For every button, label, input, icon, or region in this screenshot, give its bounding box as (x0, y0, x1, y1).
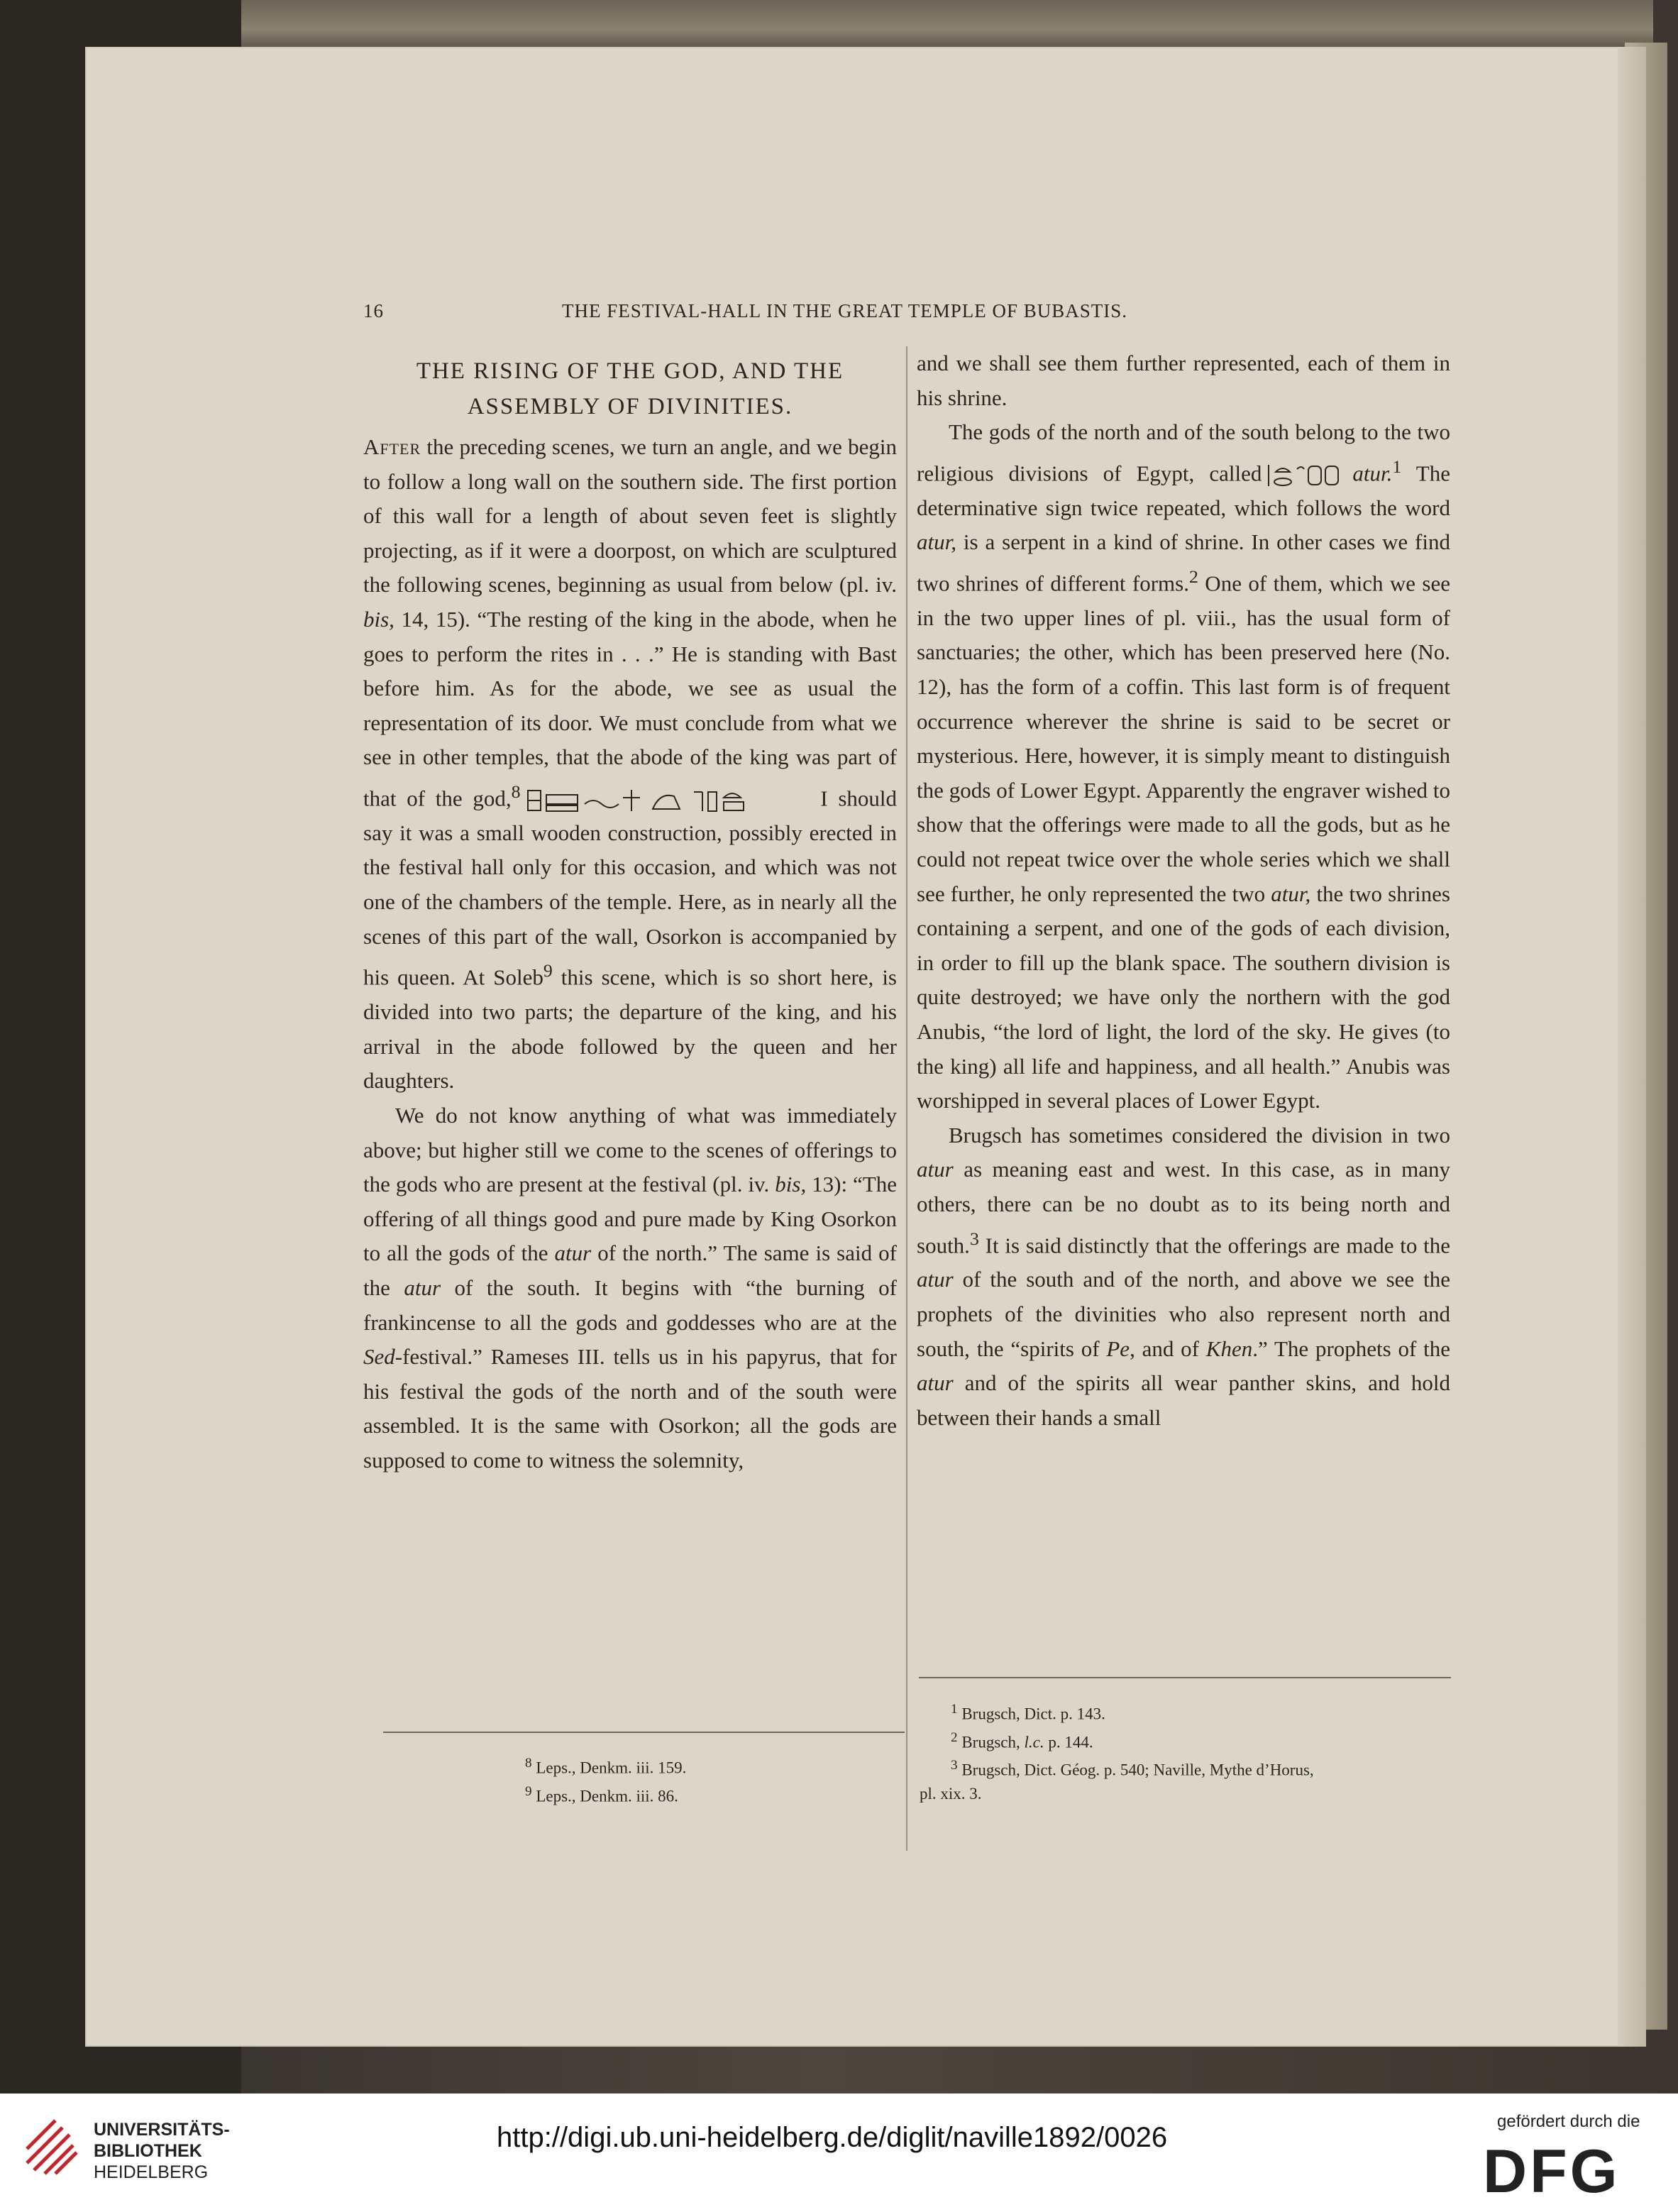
footnote-text: p. 144. (1044, 1733, 1093, 1751)
footnote-3-continued: pl. xix. 3. (920, 1784, 982, 1803)
page-number: 16 (363, 300, 384, 321)
footnote-marker: 9 (543, 960, 553, 981)
footnote-number: 1 (951, 1702, 958, 1717)
left-paragraph-1 (363, 430, 897, 1099)
footnote-2 (920, 1726, 1314, 1754)
footnote-rule-left (383, 1732, 905, 1733)
funded-by-label: gefördert durch die (1497, 2112, 1640, 2131)
italic-text: atur (917, 1157, 954, 1182)
italic-text: bis, (363, 606, 394, 632)
page-right-edge (1618, 47, 1646, 2047)
column-divider (906, 346, 907, 1851)
footnotes-right (920, 1697, 1314, 1805)
library-name-line-3: HEIDELBERG (94, 2162, 209, 2182)
text-run: We do not know anything of what was immediately above; but higher still we come to the scenes of offerings to the gods who are present at the festival (pl. iv. (363, 1102, 897, 1197)
left-column-text (363, 430, 897, 1478)
university-library-logo-icon[interactable] (20, 2113, 84, 2179)
text-run: I should say it was a small wooden construction, possibly erected in the festival hall only for this occasion, and which was not one of the chambers of the temple. Here, as in nearly all the scenes of this part of the wall, Osorkon is accompanied by his queen. At Soleb (363, 786, 898, 990)
footnote-rule-right (919, 1677, 1451, 1678)
library-name-line-1: UNIVERSITÄTS- (94, 2120, 230, 2140)
italic-text: Khen (1205, 1336, 1253, 1361)
italic-text: Pe (1106, 1336, 1130, 1361)
text-run: .” The prophets of the (1252, 1336, 1450, 1361)
footnote-8 (525, 1751, 686, 1780)
dfg-logo[interactable]: DFG (1483, 2137, 1621, 2206)
library-name-line-2: BIBLIOTHEK (94, 2141, 202, 2161)
right-paragraph-3 (917, 1118, 1450, 1436)
text-run: It is said distinctly that the offerings are made to the (978, 1232, 1450, 1258)
text-run: as meaning east and west. In this case, as in many others, there can be no doubt as to its being north and south. (917, 1157, 1450, 1258)
right-paragraph-1: and we shall see them further represented, each of them in his shrine. (917, 351, 1450, 410)
footnote-text: Brugsch, Dict. p. 143. (961, 1705, 1105, 1723)
text-run: of the north.” The same is said of the (363, 1240, 897, 1300)
italic-text: Sed (363, 1344, 395, 1370)
text-run: 14, 15). “The resting of the king in the abode, when he goes to perform the rites in . . .” He is standing with Bast before him. As for the abode, we see as usual the representation of its door. We must conclude from what we see in other temples, that the abode of the king was part of that of the god, (363, 606, 897, 811)
footnote-marker: 2 (1188, 566, 1198, 587)
book-cover-top-edge (241, 0, 1653, 50)
university-library-name (94, 2119, 230, 2183)
footnote-1 (920, 1697, 1314, 1726)
footnote-number: 2 (951, 1729, 958, 1745)
text-run: this scene, which is so short here, is divided into two parts; the departure of the king, and his arrival in the abode followed by the queen and her daughters. (363, 964, 897, 1094)
italic-text: bis, (775, 1172, 807, 1197)
text-run: of the south and of the north, and above we see the prophets of the divinities who also represent north and south, the “spirits of (917, 1267, 1450, 1361)
footnote-number: 9 (525, 1783, 532, 1799)
hieroglyph-group-icon (524, 788, 807, 813)
text-run: is a serpent in a kind of shrine. In other cases we find two shrines of different forms. (917, 529, 1450, 596)
footnote-9 (525, 1780, 686, 1808)
italic-text: atur (917, 1370, 954, 1396)
footnote-marker: 1 (1392, 456, 1402, 477)
text-run: of the south. It begins with “the burning of frankincense to all the gods and goddesses who are at the (363, 1275, 898, 1335)
footnote-text: Brugsch, Dict. Géog. p. 540; Naville, Mythe d’Horus, (961, 1761, 1314, 1779)
right-column-text (917, 346, 1450, 1435)
left-paragraph-2 (363, 1099, 897, 1478)
drop-word: After (363, 434, 421, 459)
text-run: 13): “The offering of all things good and pure made by King Osorkon to all the gods of the (363, 1172, 898, 1266)
section-heading (363, 353, 897, 424)
italic-text: atur, (1271, 881, 1311, 906)
text-run: -festival.” Rameses III. tells us in his papyrus, that for his festival the gods of the north and of the south were assembled. It is the same with Osorkon; all the gods are supposed to come to witness the solemnity, (363, 1344, 897, 1473)
footnote-3 (920, 1754, 1314, 1782)
footnote-marker: 8 (511, 781, 521, 802)
footnote-marker: 3 (969, 1228, 979, 1249)
text-run: Brugsch has sometimes considered the division in two (949, 1122, 1450, 1148)
footnote-text: Leps., Denkm. iii. 86. (536, 1787, 678, 1805)
permalink-url[interactable]: http://digi.ub.uni-heidelberg.de/diglit/naville1892/0026 (497, 2122, 1168, 2153)
italic-text: atur. (1352, 461, 1393, 486)
footnote-text: Leps., Denkm. iii. 159. (536, 1759, 687, 1777)
running-title: THE FESTIVAL-HALL IN THE GREAT TEMPLE OF BUBASTIS. (562, 300, 1128, 321)
text-run: The determinative sign twice repeated, which follows the word (917, 461, 1451, 520)
text-run: the preceding scenes, we turn an angle, and we begin to follow a long wall on the southern side. The first portion of this wall for a length of about seven feet is slightly projecting, as if it were a doorpost, on which are sculptured the following scenes, beginning as usual from below (pl. iv. (363, 434, 897, 598)
footnote-number: 8 (525, 1756, 532, 1771)
section-heading-line-2: ASSEMBLY OF DIVINITIES. (467, 394, 793, 419)
footnote-text: Brugsch, (961, 1733, 1025, 1751)
italic-text: atur (917, 1267, 954, 1292)
italic-text: l.c. (1024, 1733, 1044, 1751)
text-run: One of them, which we see in the two upper lines of pl. viii., has the usual form of sanctuaries; the other, which has been preserved here (No. 12), has the form of a coffin. This last form is of frequent occurrence wherever the shrine is said to be secret or mysterious. Here, however, it is simply meant to distinguish the gods of Lower Egypt. Apparently the engraver wished to show that the offerings were made to all the gods, but as he could not repeat twice over the whole series which we shall see further, he only represented the two (917, 571, 1450, 906)
italic-text: atur, (917, 529, 956, 555)
section-heading-line-1: THE RISING OF THE GOD, AND THE (416, 358, 844, 384)
italic-text: atur (554, 1240, 592, 1266)
footnote-number: 3 (951, 1758, 958, 1773)
text-run: The gods of the north and of the south belong to the two religious divisions of Egypt, called (917, 419, 1450, 486)
italic-text: atur (404, 1275, 441, 1300)
text-run: the two shrines containing a serpent, and one of the gods of each division, in order to fill up the blank space. The southern division is quite destroyed; we have only the northern with the god Anubis, “the lord of light, the lord of the sky. He gives (to the king) all life and happiness, and all health.” Anubis was worshipped in several places of Lower Egypt. (917, 881, 1450, 1113)
hieroglyph-atur-icon (1264, 463, 1349, 488)
text-run: and of the spirits all wear panther skins, and hold between their hands a small (917, 1370, 1450, 1430)
text-run: , and of (1130, 1336, 1206, 1361)
footnotes-left (525, 1751, 686, 1807)
right-paragraph-2 (917, 415, 1450, 1118)
